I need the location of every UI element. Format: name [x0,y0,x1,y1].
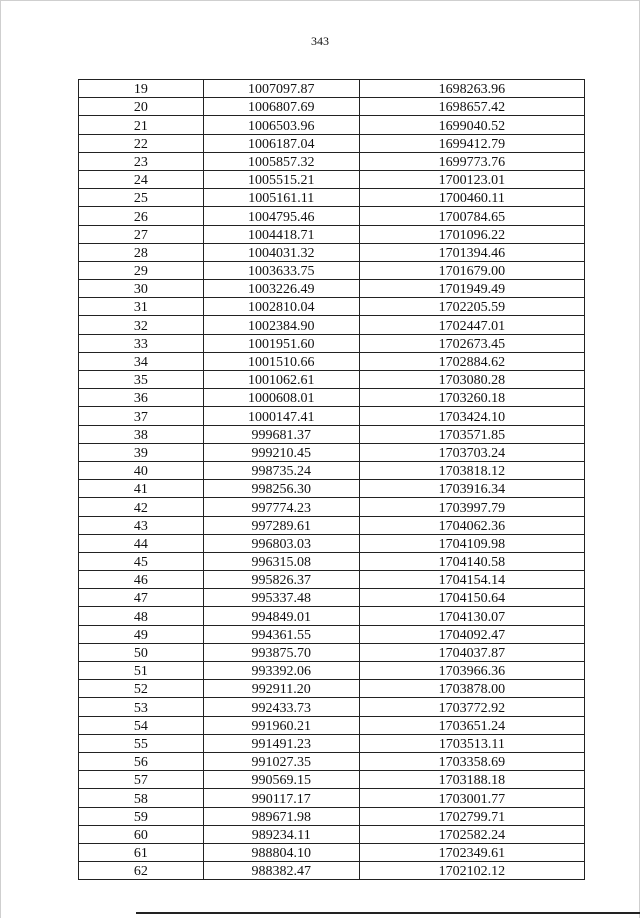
point-number-cell: 28 [79,243,204,261]
table-row [79,825,585,843]
point-number-cell: 49 [79,625,204,643]
x-coordinate-cell: 988804.10 [203,843,359,861]
y-coordinate-cell: 1703997.79 [359,498,584,516]
point-number-cell: 41 [79,480,204,498]
x-coordinate-cell: 993875.70 [203,643,359,661]
point-number-cell: 34 [79,352,204,370]
table-row [79,261,585,279]
y-coordinate-cell: 1700460.11 [359,189,584,207]
x-coordinate-cell: 1005515.21 [203,170,359,188]
table-row [79,225,585,243]
point-number-cell: 40 [79,461,204,479]
table-row [79,425,585,443]
y-coordinate-cell: 1702582.24 [359,825,584,843]
y-coordinate-cell: 1703260.18 [359,389,584,407]
y-coordinate-cell: 1703878.00 [359,680,584,698]
table-row [79,680,585,698]
x-coordinate-cell: 1007097.87 [203,80,359,98]
table-row [79,243,585,261]
point-number-cell: 47 [79,589,204,607]
point-number-cell: 57 [79,771,204,789]
point-number-cell: 31 [79,298,204,316]
table-row [79,716,585,734]
page-border-top [0,0,640,1]
y-coordinate-cell: 1703358.69 [359,752,584,770]
x-coordinate-cell: 1000608.01 [203,389,359,407]
y-coordinate-cell: 1698657.42 [359,98,584,116]
x-coordinate-cell: 997289.61 [203,516,359,534]
x-coordinate-cell: 992911.20 [203,680,359,698]
page-border-left [0,0,1,918]
table-row [79,98,585,116]
y-coordinate-cell: 1703966.36 [359,662,584,680]
x-coordinate-cell: 991491.23 [203,734,359,752]
point-number-cell: 35 [79,371,204,389]
point-number-cell: 23 [79,152,204,170]
x-coordinate-cell: 1004418.71 [203,225,359,243]
x-coordinate-cell: 1006503.96 [203,116,359,134]
y-coordinate-cell: 1703513.11 [359,734,584,752]
table-row [79,498,585,516]
y-coordinate-cell: 1703571.85 [359,425,584,443]
table-row [79,316,585,334]
point-number-cell: 21 [79,116,204,134]
y-coordinate-cell: 1699412.79 [359,134,584,152]
y-coordinate-cell: 1702447.01 [359,316,584,334]
y-coordinate-cell: 1702102.12 [359,862,584,880]
x-coordinate-cell: 997774.23 [203,498,359,516]
x-coordinate-cell: 1006187.04 [203,134,359,152]
x-coordinate-cell: 994361.55 [203,625,359,643]
point-number-cell: 46 [79,571,204,589]
point-number-cell: 29 [79,261,204,279]
table-row [79,552,585,570]
table-row [79,80,585,98]
x-coordinate-cell: 990117.17 [203,789,359,807]
table-row [79,752,585,770]
y-coordinate-cell: 1704130.07 [359,607,584,625]
point-number-cell: 33 [79,334,204,352]
y-coordinate-cell: 1703772.92 [359,698,584,716]
point-number-cell: 45 [79,552,204,570]
point-number-cell: 48 [79,607,204,625]
point-number-cell: 25 [79,189,204,207]
x-coordinate-cell: 994849.01 [203,607,359,625]
table-row [79,170,585,188]
x-coordinate-cell: 998256.30 [203,480,359,498]
point-number-cell: 26 [79,207,204,225]
table-row [79,389,585,407]
x-coordinate-cell: 989671.98 [203,807,359,825]
x-coordinate-cell: 1006807.69 [203,98,359,116]
table-row [79,516,585,534]
x-coordinate-cell: 990569.15 [203,771,359,789]
point-number-cell: 59 [79,807,204,825]
point-number-cell: 58 [79,789,204,807]
point-number-cell: 22 [79,134,204,152]
table-row [79,189,585,207]
table-row [79,116,585,134]
point-number-cell: 51 [79,662,204,680]
table-row [79,534,585,552]
x-coordinate-cell: 993392.06 [203,662,359,680]
y-coordinate-cell: 1702799.71 [359,807,584,825]
table-row [79,734,585,752]
x-coordinate-cell: 999210.45 [203,443,359,461]
point-number-cell: 32 [79,316,204,334]
point-number-cell: 42 [79,498,204,516]
point-number-cell: 56 [79,752,204,770]
x-coordinate-cell: 996803.03 [203,534,359,552]
y-coordinate-cell: 1701096.22 [359,225,584,243]
x-coordinate-cell: 988382.47 [203,862,359,880]
table-row [79,625,585,643]
y-coordinate-cell: 1703818.12 [359,461,584,479]
table-row [79,480,585,498]
point-number-cell: 37 [79,407,204,425]
y-coordinate-cell: 1702884.62 [359,352,584,370]
y-coordinate-cell: 1704150.64 [359,589,584,607]
point-number-cell: 62 [79,862,204,880]
table-row [79,407,585,425]
y-coordinate-cell: 1703916.34 [359,480,584,498]
y-coordinate-cell: 1700784.65 [359,207,584,225]
point-number-cell: 50 [79,643,204,661]
y-coordinate-cell: 1698263.96 [359,80,584,98]
table-row [79,862,585,880]
point-number-cell: 24 [79,170,204,188]
table-row [79,607,585,625]
y-coordinate-cell: 1704154.14 [359,571,584,589]
y-coordinate-cell: 1704062.36 [359,516,584,534]
page-number: 343 [311,34,329,48]
x-coordinate-cell: 995826.37 [203,571,359,589]
y-coordinate-cell: 1700123.01 [359,170,584,188]
y-coordinate-cell: 1703703.24 [359,443,584,461]
y-coordinate-cell: 1702673.45 [359,334,584,352]
x-coordinate-cell: 1005857.32 [203,152,359,170]
point-number-cell: 36 [79,389,204,407]
x-coordinate-cell: 1005161.11 [203,189,359,207]
y-coordinate-cell: 1703188.18 [359,771,584,789]
table-row [79,152,585,170]
table-row [79,134,585,152]
point-number-cell: 60 [79,825,204,843]
point-number-cell: 20 [79,98,204,116]
table-row [79,207,585,225]
point-number-cell: 38 [79,425,204,443]
table-row [79,280,585,298]
x-coordinate-cell: 991960.21 [203,716,359,734]
table-row [79,643,585,661]
x-coordinate-cell: 995337.48 [203,589,359,607]
point-number-cell: 61 [79,843,204,861]
y-coordinate-cell: 1699040.52 [359,116,584,134]
y-coordinate-cell: 1704109.98 [359,534,584,552]
x-coordinate-cell: 1004795.46 [203,207,359,225]
table-row [79,698,585,716]
point-number-cell: 43 [79,516,204,534]
table-row [79,589,585,607]
x-coordinate-cell: 1002810.04 [203,298,359,316]
point-number-cell: 30 [79,280,204,298]
x-coordinate-cell: 991027.35 [203,752,359,770]
table-row [79,443,585,461]
x-coordinate-cell: 992433.73 [203,698,359,716]
y-coordinate-cell: 1702349.61 [359,843,584,861]
point-number-cell: 39 [79,443,204,461]
table-row [79,789,585,807]
table-row [79,334,585,352]
point-number-cell: 52 [79,680,204,698]
x-coordinate-cell: 1004031.32 [203,243,359,261]
table-row [79,662,585,680]
y-coordinate-cell: 1701394.46 [359,243,584,261]
table-row [79,352,585,370]
y-coordinate-cell: 1701679.00 [359,261,584,279]
x-coordinate-cell: 1002384.90 [203,316,359,334]
y-coordinate-cell: 1703001.77 [359,789,584,807]
y-coordinate-cell: 1704037.87 [359,643,584,661]
point-number-cell: 54 [79,716,204,734]
coordinates-table-body [79,80,585,880]
y-coordinate-cell: 1703424.10 [359,407,584,425]
point-number-cell: 19 [79,80,204,98]
table-row [79,461,585,479]
y-coordinate-cell: 1703080.28 [359,371,584,389]
x-coordinate-cell: 1001951.60 [203,334,359,352]
x-coordinate-cell: 999681.37 [203,425,359,443]
x-coordinate-cell: 1003633.75 [203,261,359,279]
x-coordinate-cell: 1001510.66 [203,352,359,370]
table-row [79,843,585,861]
y-coordinate-cell: 1702205.59 [359,298,584,316]
table-row [79,807,585,825]
coordinates-table [78,79,585,880]
x-coordinate-cell: 1000147.41 [203,407,359,425]
x-coordinate-cell: 1003226.49 [203,280,359,298]
point-number-cell: 55 [79,734,204,752]
x-coordinate-cell: 1001062.61 [203,371,359,389]
x-coordinate-cell: 996315.08 [203,552,359,570]
y-coordinate-cell: 1701949.49 [359,280,584,298]
table-row [79,771,585,789]
point-number-cell: 27 [79,225,204,243]
y-coordinate-cell: 1704092.47 [359,625,584,643]
page-bottom-line [136,912,640,914]
point-number-cell: 53 [79,698,204,716]
point-number-cell: 44 [79,534,204,552]
y-coordinate-cell: 1704140.58 [359,552,584,570]
table-row [79,298,585,316]
table-row [79,571,585,589]
y-coordinate-cell: 1703651.24 [359,716,584,734]
x-coordinate-cell: 998735.24 [203,461,359,479]
y-coordinate-cell: 1699773.76 [359,152,584,170]
x-coordinate-cell: 989234.11 [203,825,359,843]
table-row [79,371,585,389]
